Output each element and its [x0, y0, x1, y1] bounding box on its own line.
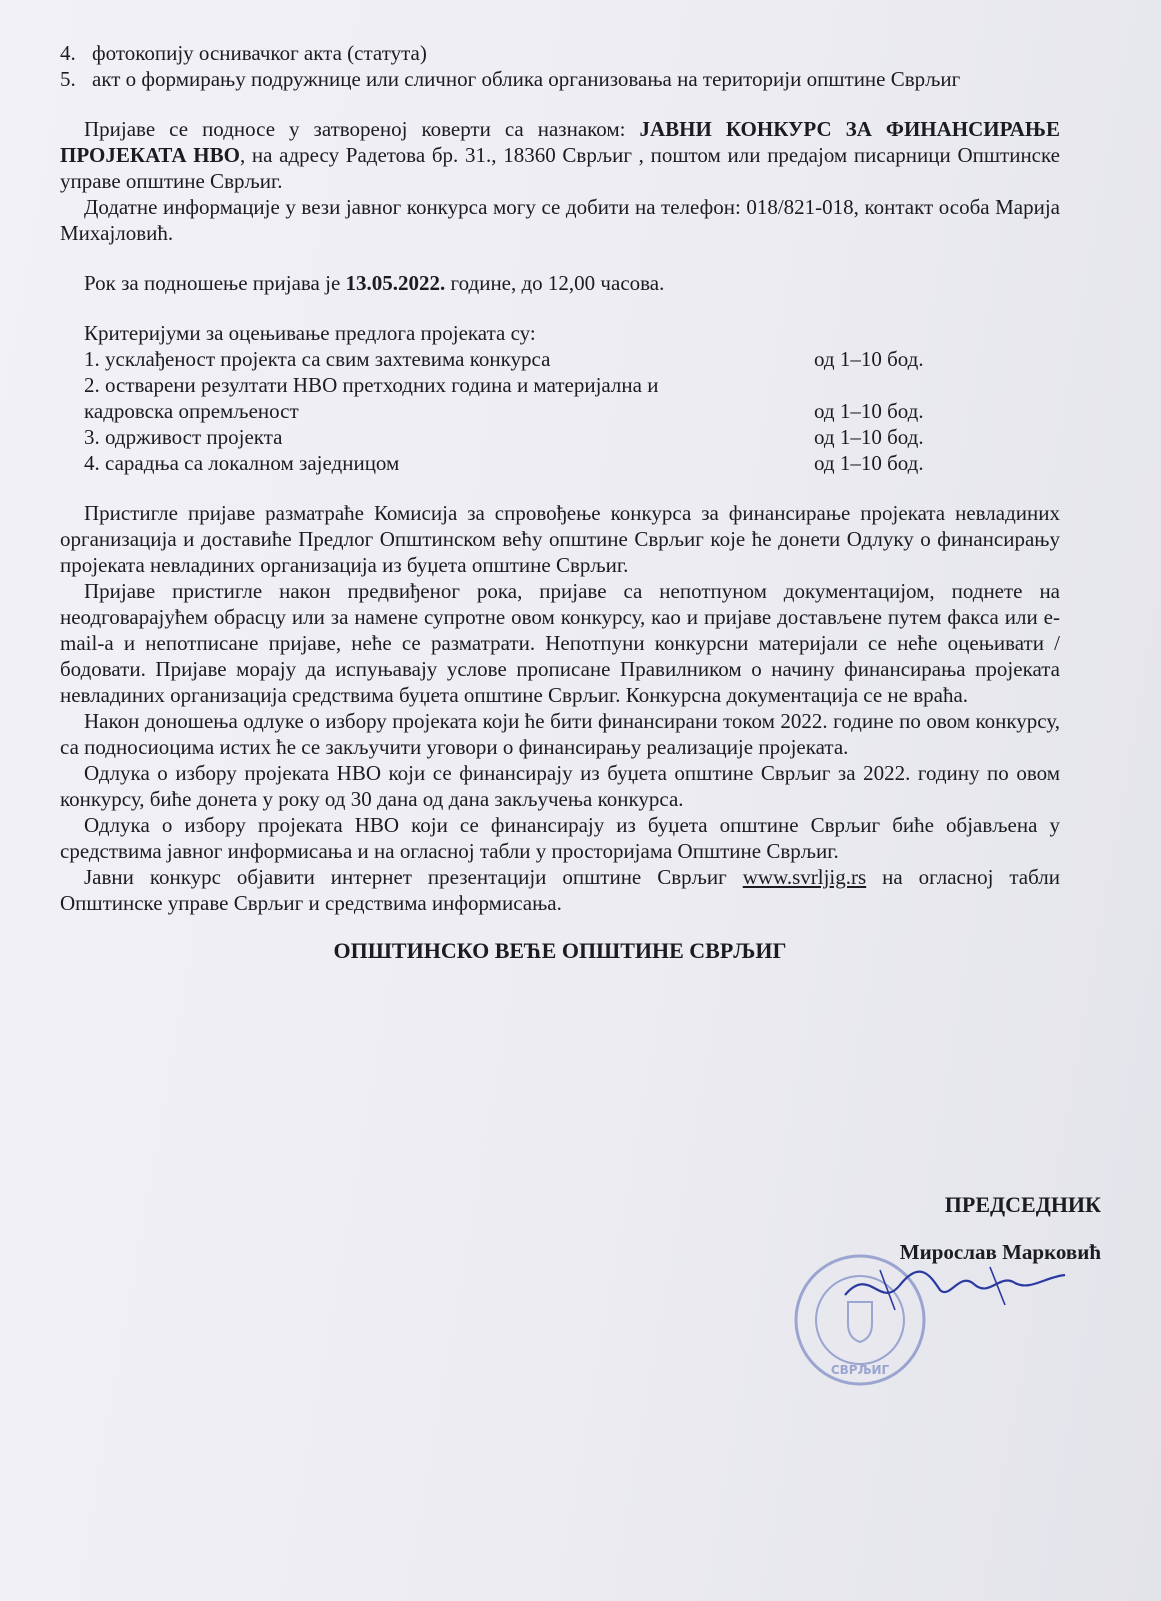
requirements-list	[60, 40, 1060, 92]
criteria-title: Критеријуми за оцењивање предлога пројеката су:	[84, 321, 536, 345]
list-item-number: 4.	[60, 41, 76, 65]
contact-paragraph: Додатне информације у вези јавног конкурса могу се добити на телефон: 018/821-018, контакт особа Марија Михајловић.	[60, 195, 1060, 245]
criteria-points: од 1–10 бод.	[814, 451, 924, 475]
publication-paragraph	[60, 864, 1060, 916]
svg-text:СВРЉИГ: СВРЉИГ	[830, 1363, 890, 1377]
signatory-role: ПРЕДСЕДНИК	[944, 1192, 1101, 1217]
body-paragraph: Одлука о избору пројеката НВО који се финансирају из буџета општине Сврљиг биће објављена у средствима јавног информисања и на огласној табли у просторијама Општине Сврљиг.	[60, 813, 1060, 863]
deadline-prefix: Рок за подношење пријава је	[84, 271, 346, 295]
criteria-points: од 1–10 бод.	[814, 399, 924, 423]
website-link[interactable]: www.svrljig.rs	[742, 865, 867, 889]
body-paragraph: Након доношења одлуке о избору пројеката који ће бити финансирани током 2022. године по овом конкурсу, са подносиоцима истих ће се закључити уговори о финансирању реализације пројеката.	[60, 709, 1060, 759]
list-item	[60, 40, 1060, 66]
list-item-text: фотокопију оснивачког акта (статута)	[92, 41, 427, 65]
issuer-heading: ОПШТИНСКО ВЕЋЕ ОПШТИНЕ СВРЉИГ	[333, 938, 787, 963]
deadline-paragraph	[60, 270, 1060, 296]
submission-label: ЈАВНИ КОНКУРС ЗА ФИНАНСИРАЊЕ ПРОЈЕКАТА НВО	[60, 117, 1060, 167]
criteria-label: 2. остварени резултати НВО претходних година и материјална и	[84, 373, 659, 397]
body-paragraph: Пријаве пристигле након предвиђеног рока, пријаве са непотпуном документацијом, поднете на неодговарајућем обрасцу или за намене супротне овом конкурсу, као и пријаве достављене путем факса или e-mail-a и непотписане пријаве, неће се разматрати. Непотпуни конкурсни материјали се неће оцењивати / бодовати. Пријаве морају да испуњавају услове прописане Правилником о начину финансирања пројеката невладиних организација средствима буџета општине Сврљиг. Конкурсна документација се не враћа.	[60, 579, 1060, 707]
criteria-row	[84, 346, 964, 372]
criteria-points: од 1–10 бод.	[814, 425, 924, 449]
criteria-section	[84, 320, 964, 476]
handwritten-signature	[840, 1255, 1070, 1315]
criteria-points	[814, 372, 964, 398]
criteria-row	[84, 398, 964, 424]
criteria-row	[84, 450, 964, 476]
criteria-label: 3. одрживост пројекта	[84, 425, 283, 449]
body-paragraph: Пристигле пријаве разматраће Комисија за спровођење конкурса за финансирање пројеката невладиних организација и доставиће Предлог Општинском већу општине Сврљиг које ће донети Одлуку о финансирању пројеката невладиних организација из буџета општине Сврљиг.	[60, 501, 1060, 577]
criteria-row	[84, 424, 964, 450]
publication-suffix: на огласној табли Општинске управе Сврљиг и средствима информисања.	[60, 865, 1060, 915]
body-paragraph: Одлука о избору пројеката НВО који се финансирају из буџета општине Сврљиг за 2022. годину по овом конкурсу, биће донета у року од 30 дана од дана закључења конкурса.	[60, 761, 1060, 811]
criteria-label: 4. сарадња са локалном заједницом	[84, 451, 400, 475]
list-item-number: 5.	[60, 67, 76, 91]
submission-intro: Пријаве се подносе у затвореној коверти са назнаком:	[84, 117, 640, 141]
list-item-text: акт о формирању подружнице или сличног облика организовања на територији општине Сврљиг	[92, 67, 961, 91]
criteria-points: од 1–10 бод.	[814, 347, 924, 371]
deadline-suffix: године, до 12,00 часова.	[445, 271, 665, 295]
criteria-label: 1. усклађеност пројекта са свим захтевима конкурса	[84, 347, 551, 371]
submission-rest: , на адресу Радетова бр. 31., 18360 Сврљиг , поштом или предајом писарници Општинске управе општине Сврљиг.	[60, 143, 1061, 193]
document-body	[60, 40, 1060, 964]
submission-paragraph	[60, 116, 1060, 194]
criteria-row	[84, 372, 964, 398]
list-item	[60, 66, 1060, 92]
signatory-name: Мирослав Марковић	[899, 1240, 1101, 1264]
deadline-date: 13.05.2022.	[345, 271, 446, 295]
publication-prefix: Јавни конкурс објавити интернет презентацији општине Сврљиг	[84, 865, 743, 889]
criteria-label: кадровска опремљеност	[84, 399, 299, 423]
